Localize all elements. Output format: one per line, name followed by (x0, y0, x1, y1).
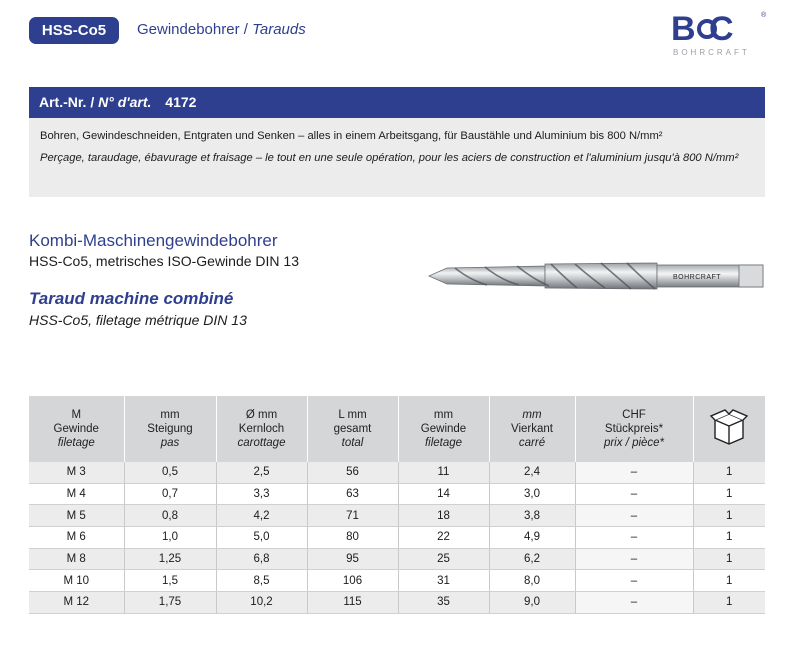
column-header-line: Gewinde (53, 423, 99, 435)
table-cell: – (575, 592, 693, 614)
column-header-line: pas (160, 437, 180, 449)
category-title (137, 21, 306, 38)
logo-registered-mark: ® (761, 12, 767, 19)
table-cell: 80 (307, 527, 398, 549)
table-row (29, 483, 765, 505)
article-label-de: Art.-Nr. / (39, 94, 95, 110)
material-badge: HSS-Co5 (29, 17, 119, 44)
table-cell: – (575, 462, 693, 483)
column-header-line: total (341, 437, 364, 449)
article-number: 4172 (165, 94, 197, 110)
table-cell: 1,25 (124, 548, 216, 570)
category-fr: Tarauds (252, 21, 306, 38)
table-cell: 6,2 (489, 548, 575, 570)
column-header (124, 396, 216, 462)
table-cell: 35 (398, 592, 489, 614)
table-cell: – (575, 548, 693, 570)
table-cell: M 10 (29, 570, 124, 592)
table-row (29, 570, 765, 592)
table-cell: 0,8 (124, 505, 216, 527)
table-cell: 1 (693, 570, 765, 592)
table-cell: 1,5 (124, 570, 216, 592)
table-cell: 8,5 (216, 570, 307, 592)
table-cell: 4,9 (489, 527, 575, 549)
column-header-line: mm (160, 409, 180, 421)
logo-subtitle: BOHRCRAFT (673, 48, 750, 57)
dimension-table (29, 396, 765, 614)
column-header-line: Stückpreis* (604, 423, 664, 435)
column-header-line: CHF (622, 409, 646, 421)
package-quantity-header (693, 396, 765, 462)
table-cell: 115 (307, 592, 398, 614)
column-header-line: Ø mm (245, 409, 278, 421)
table-cell: 3,3 (216, 483, 307, 505)
table-row (29, 527, 765, 549)
column-header (29, 396, 124, 462)
table-cell: 106 (307, 570, 398, 592)
column-header (216, 396, 307, 462)
column-header-line: mm (433, 409, 454, 421)
table-cell: 22 (398, 527, 489, 549)
column-header-line: gesamt (333, 423, 372, 435)
table-cell: 63 (307, 483, 398, 505)
column-header-line: carré (518, 437, 546, 449)
column-header (489, 396, 575, 462)
table-cell: M 12 (29, 592, 124, 614)
table-cell: 14 (398, 483, 489, 505)
bohrcraft-logo (671, 12, 767, 60)
table-cell: 1 (693, 462, 765, 483)
table-cell: M 4 (29, 483, 124, 505)
table-row (29, 548, 765, 570)
table-cell: M 5 (29, 505, 124, 527)
table-row (29, 462, 765, 483)
column-header-line: mm (522, 409, 542, 421)
table-cell: 9,0 (489, 592, 575, 614)
column-header-line: Vierkant (511, 423, 553, 435)
table-cell: 1 (693, 483, 765, 505)
category-separator: / (243, 21, 248, 38)
table-cell: 71 (307, 505, 398, 527)
package-box-icon (709, 408, 749, 446)
column-header (575, 396, 693, 462)
table-cell: 11 (398, 462, 489, 483)
tap-drill-image (425, 252, 771, 300)
table-cell: 1 (693, 548, 765, 570)
column-header-line: carottage (237, 437, 286, 449)
column-header-line: filetage (424, 437, 463, 449)
table-cell: 1 (693, 505, 765, 527)
column-header-line: Kernloch (238, 423, 285, 435)
table-cell: – (575, 483, 693, 505)
product-subtitle-fr: HSS-Co5, filetage métrique DIN 13 (29, 312, 247, 328)
table-cell: 1 (693, 592, 765, 614)
product-title-fr: Taraud machine combiné (29, 289, 234, 308)
article-bar (29, 87, 765, 118)
table-cell: M 3 (29, 462, 124, 483)
column-header (398, 396, 489, 462)
table-cell: 3,0 (489, 483, 575, 505)
table-cell: 5,0 (216, 527, 307, 549)
table-cell: 31 (398, 570, 489, 592)
logo-letters: B C (671, 10, 736, 48)
table-cell: 1,75 (124, 592, 216, 614)
table-cell: 2,4 (489, 462, 575, 483)
table-cell: 1,0 (124, 527, 216, 549)
table-cell: 10,2 (216, 592, 307, 614)
column-header-line: prix / pièce* (603, 437, 665, 449)
table-row (29, 505, 765, 527)
description-de: Bohren, Gewindeschneiden, Entgraten und Senken – alles in einem Arbeitsgang, für Baustähle und Aluminium bis 800 N/mm² (40, 130, 663, 142)
tool-engraving: BOHRCRAFT (673, 274, 722, 281)
table-header-row (29, 396, 765, 462)
product-title-de: Kombi-Maschinengewindebohrer (29, 231, 278, 250)
table-cell: 18 (398, 505, 489, 527)
table-cell: 0,5 (124, 462, 216, 483)
column-header (307, 396, 398, 462)
column-header-line: M (71, 409, 82, 421)
category-de: Gewindebohrer (137, 21, 240, 38)
column-header-line: Gewinde (420, 423, 467, 435)
table-cell: 25 (398, 548, 489, 570)
table-cell: 6,8 (216, 548, 307, 570)
article-label-fr: N° d'art. (98, 94, 152, 110)
table-cell: – (575, 570, 693, 592)
product-subtitle-de: HSS-Co5, metrisches ISO-Gewinde DIN 13 (29, 253, 299, 269)
table-cell: 0,7 (124, 483, 216, 505)
description-box (29, 118, 765, 197)
table-cell: 4,2 (216, 505, 307, 527)
table-cell: – (575, 505, 693, 527)
table-cell: M 6 (29, 527, 124, 549)
column-header-line: L mm (338, 409, 367, 421)
table-row (29, 592, 765, 614)
column-header-line: Steigung (147, 423, 193, 435)
table-cell: 1 (693, 527, 765, 549)
table-cell: 3,8 (489, 505, 575, 527)
table-cell: 95 (307, 548, 398, 570)
table-cell: M 8 (29, 548, 124, 570)
logo-circle-icon (696, 18, 718, 40)
description-fr: Perçage, taraudage, ébavurage et fraisage – le tout en une seule opération, pour les aciers de construction et l'aluminium jusqu'à 800 N/mm² (40, 152, 739, 164)
column-header-line: filetage (57, 437, 95, 449)
table-cell: – (575, 527, 693, 549)
table-cell: 56 (307, 462, 398, 483)
table-cell: 8,0 (489, 570, 575, 592)
table-cell: 2,5 (216, 462, 307, 483)
